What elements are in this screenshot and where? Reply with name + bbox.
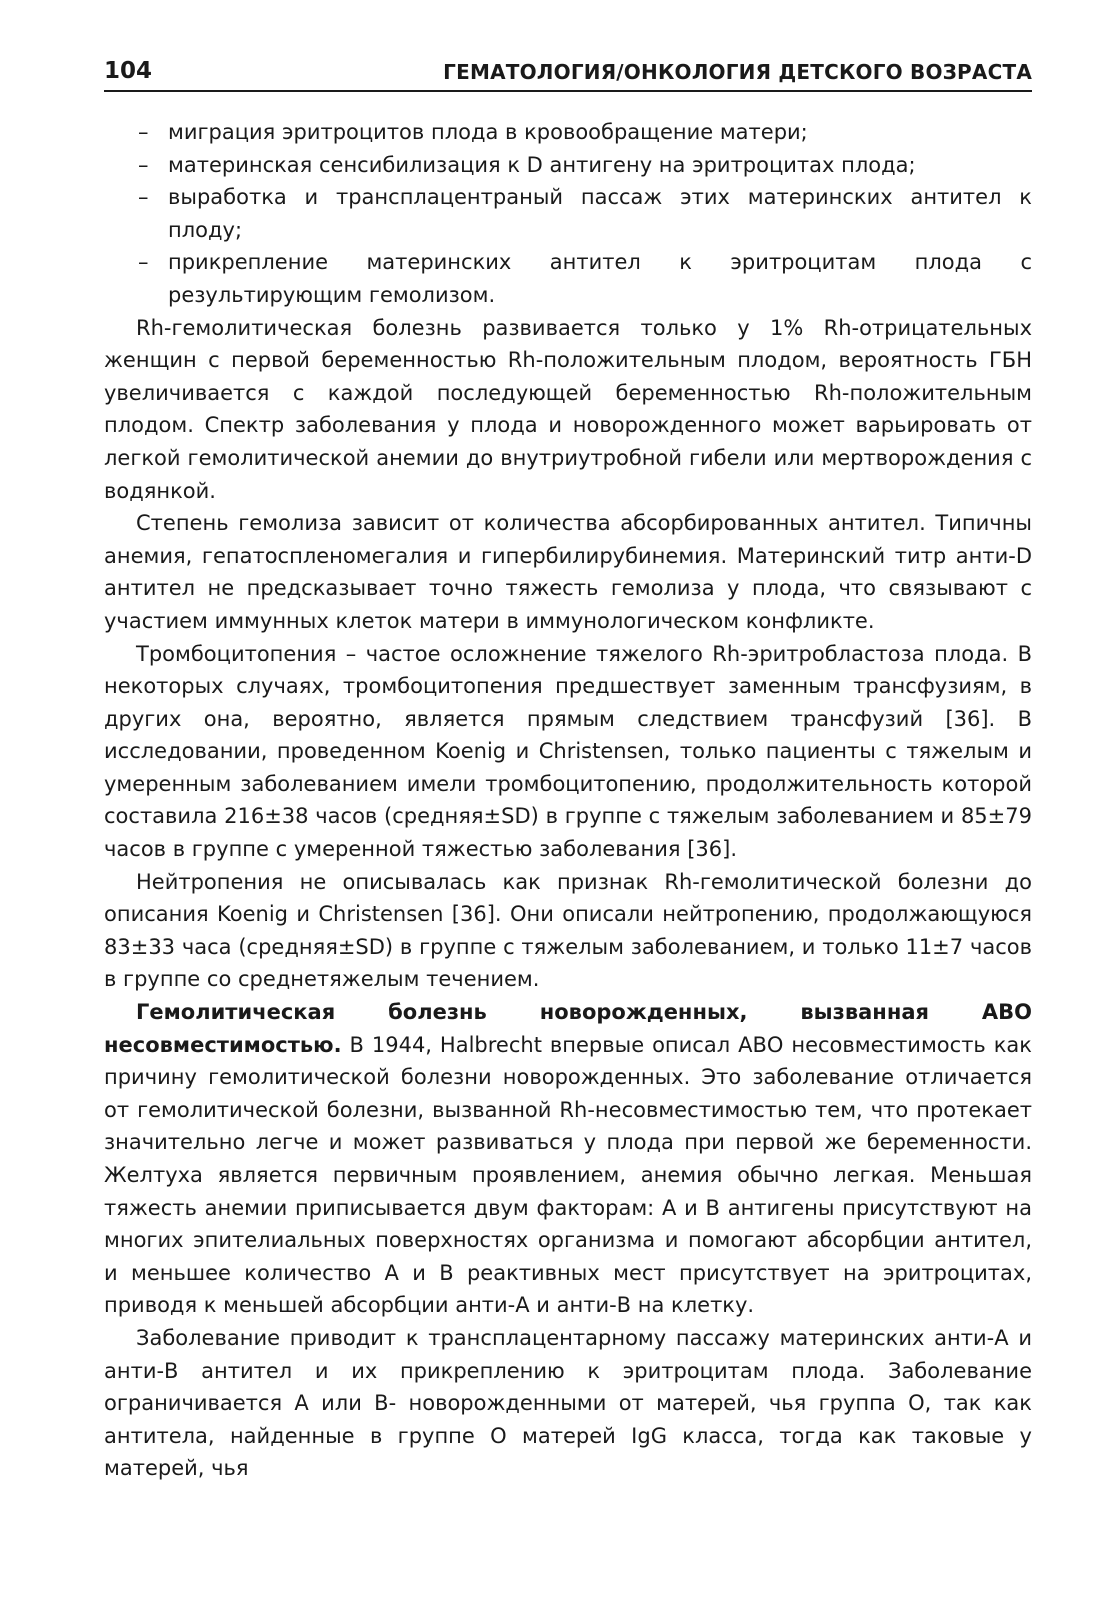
- list-item-text: материнская сенсибилизация к D антигену на эритроцитах плода;: [168, 152, 916, 177]
- section-text: В 1944, Halbrecht впервые описал АВО несовместимость как причину гемолитической болезни новорожденных. Это заболевание отличается от гемолитической болезни, вызванной Rh-несовместимостью тем, что протекает значительно легче и может развиваться у плода при первой же беременности. Желтуха является первичным проявлением, анемия обычно легкая. Меньшая тяжесть анемии приписывается двум факторам: А и В антигены присутствуют на многих эпителиальных поверхностях организма и помогают абсорбции антител, и меньшее количество А и В реактивных мест присутствует на эритроцитах, приводя к меньшей абсорбции анти-А и анти-В на клетку.: [104, 1032, 1032, 1318]
- list-item-text: выработка и трансплацентраный пассаж этих материнских антител к плоду;: [168, 185, 1032, 242]
- list-item-text: прикрепление материнских антител к эритроцитам плода с результирующим гемолизом.: [168, 250, 1032, 307]
- list-item: [104, 181, 1032, 246]
- dash-marker: –: [138, 185, 149, 210]
- list-item: [104, 149, 1032, 182]
- page-header: [104, 52, 1032, 92]
- dash-marker: –: [138, 250, 149, 275]
- running-title: ГЕМАТОЛОГИЯ/ОНКОЛОГИЯ ДЕТСКОГО ВОЗРАСТА: [443, 60, 1032, 84]
- page-body: [104, 116, 1032, 1485]
- list-item-text: миграция эритроцитов плода в кровообращение матери;: [168, 120, 808, 144]
- section-heading: Гемолитическая болезнь новорожденных, вызванная АВО несовместимостью.: [104, 1000, 1032, 1057]
- list-item: [104, 246, 1032, 311]
- paragraph-thrombocytopenia: Тромбоцитопения – частое осложнение тяжелого Rh-эритробластоза плода. В некоторых случаях, тромбоцитопения предшествует заменным трансфузиям, в других она, вероятно, является прямым следствием трансфузий [36]. В исследовании, проведенном Koenig и Christensen, только пациенты с тяжелым и умеренным заболеванием имели тромбоцитопению, продолжительность которой составила 216±38 часов (средняя±SD) в группе с тяжелым заболеванием и 85±79 часов в группе с умеренной тяжестью заболевания [36].: [104, 641, 1032, 862]
- paragraph-rh-disease: Rh-гемолитическая болезнь развивается только у 1% Rh-отрицательных женщин с первой беременностью Rh-положительным плодом, вероятность ГБН увеличивается с каждой последующей беременностью Rh-положительным плодом. Спектр заболевания у плода и новорожденного может варьировать от легкой гемолитической анемии до внутриутробной гибели или мертворождения с водянкой.: [104, 315, 1032, 503]
- page-number: 104: [104, 58, 153, 84]
- dash-marker: –: [138, 120, 149, 144]
- dash-list: [104, 116, 1032, 312]
- paragraph-neutropenia: Нейтропения не описывалась как признак Rh-гемолитической болезни до описания Koenig и Christensen [36]. Они описали нейтропению, продолжающуюся 83±33 часа (средняя±SD) в группе с тяжелым заболеванием, и только 11±7 часов в группе со среднетяжелым течением.: [104, 869, 1032, 992]
- dash-marker: –: [138, 152, 149, 177]
- paragraph-transplacental-passage: Заболевание приводит к трансплацентарному пассажу материнских анти-А и анти-В антител и их прикреплению к эритроцитам плода. Заболевание ограничивается А или В- новорожденными от матерей, чья группа О, так как антитела, найденные в группе О матерей IgG класса, тогда как таковые у матерей, чья: [104, 1325, 1032, 1481]
- paragraph-hemolysis-degree: Степень гемолиза зависит от количества абсорбированных антител. Типичны анемия, гепатоспленомегалия и гипербилирубинемия. Материнский титр анти-D антител не предсказывает точно тяжесть гемолиза у плода, что связывают с участием иммунных клеток матери в иммунологическом конфликте.: [104, 511, 1032, 633]
- paragraph-abo-incompatibility: [104, 996, 1032, 1322]
- list-item: [104, 116, 1032, 149]
